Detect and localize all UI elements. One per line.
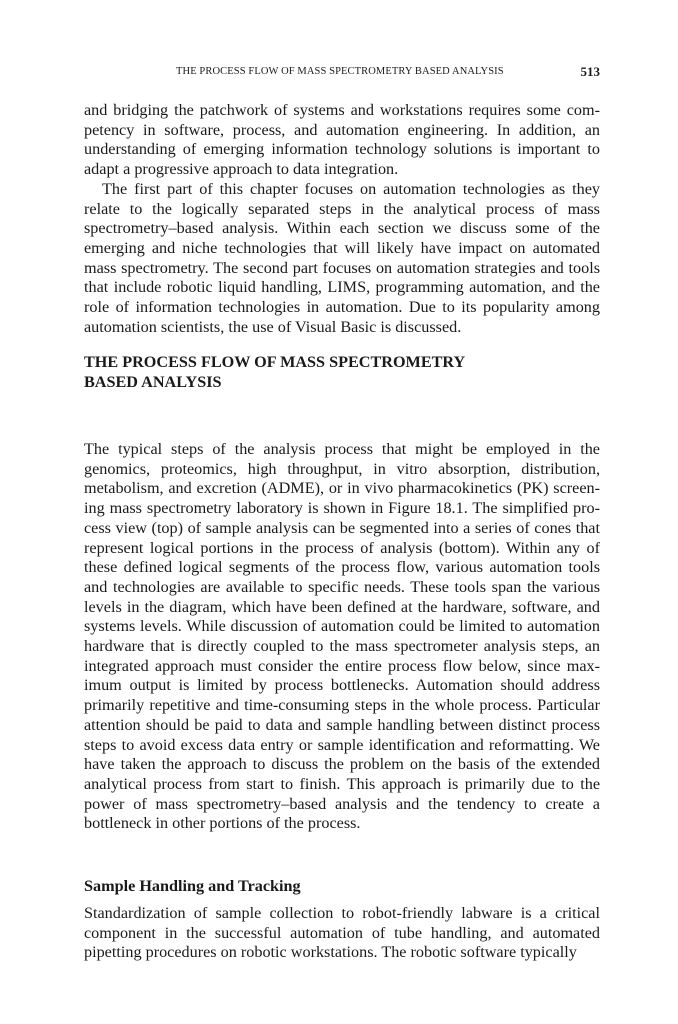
section-heading-line-2: BASED ANALYSIS (84, 373, 222, 391)
section-paragraph-1: The typical steps of the analysis process that might be employed in the genomics, proteomics, high throughput, in vitro absorption, distribution, metabolism, and excretion (ADME), or in vivo pharmacokinetics (PK) screening mass spectrometry laboratory is shown in Figure 18.1. The simplified process view (top) of sample analysis can be segmented into a series of cones that represent logical portions in the process of analysis (bottom). Within any of these defined logical segments of the process flow, various automation tools and technologies are available to specific needs. These tools span the various levels in the diagram, which have been defined at the hardware, software, and systems levels. While discussion of automation could be limited to automation hardware that is directly coupled to the mass spectrometer analysis steps, an integrated approach must consider the entire process flow below, since maximum output is limited by process bottlenecks. Automation should address primarily repetitive and time-consuming steps in the whole process. Particular attention should be paid to data and sample handling between distinct process steps to avoid excess data entry or sample identification and reformatting. We have taken the approach to discuss the problem on the basis of the extended analytical process from start to finish. This approach is primarily due to the power of mass spectrometry–based analysis and the tendency to create a bottleneck in other portions of the process. (84, 440, 600, 833)
section-heading (84, 352, 600, 392)
section-body (84, 440, 600, 834)
subsection-paragraph-1: Standardization of sample collection to robot-friendly labware is a critical component in the successful automation of tube handling, and automated pipetting procedures on robotic workstations. The robotic software typically (84, 904, 600, 962)
subsection-heading: Sample Handling and Tracking (84, 877, 301, 895)
running-head-title: THE PROCESS FLOW OF MASS SPECTROMETRY BASED ANALYSIS (176, 66, 504, 77)
section-heading-line-1: THE PROCESS FLOW OF MASS SPECTROMETRY (84, 353, 466, 371)
subsection-body (84, 904, 600, 963)
running-head (84, 66, 600, 82)
intro-paragraph-2: The first part of this chapter focuses on automation technologies as they relate to the logically separated steps in the analytical process of mass spectrometry–based analysis. Within each section we discuss some of the emerging and niche technologies that will likely have impact on automated mass spectrometry. The second part focuses on automation strategies and tools that include robotic liquid handling, LIMS, programming automation, and the role of information technologies in automation. Due to its popularity among automation scientists, the use of Visual Basic is discussed. (84, 179, 600, 336)
page-number: 513 (580, 64, 600, 79)
intro-text (84, 101, 600, 337)
intro-paragraph-1: and bridging the patchwork of systems and workstations requires some competency in software, process, and automation engineering. In addition, an understanding of emerging information technology solutions is important to adapt a progressive approach to data integration. (84, 101, 600, 179)
